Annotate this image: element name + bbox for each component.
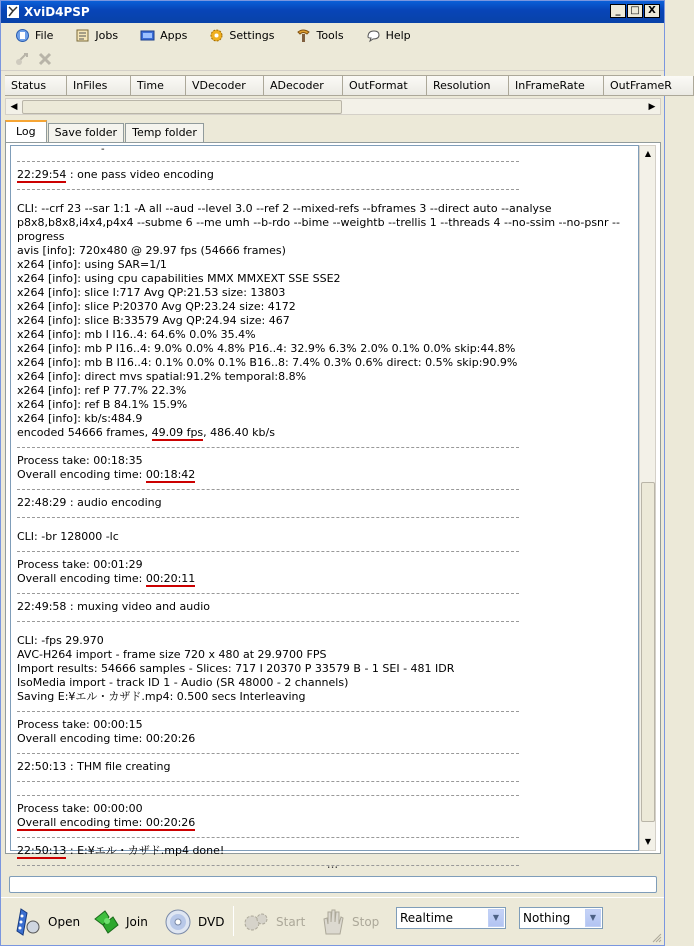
log-text: encoded 54666 frames,: [17, 426, 152, 439]
log-text: x264 [info]: kb/s:484.9: [17, 412, 143, 425]
column-adecoder[interactable]: ADecoder: [264, 76, 343, 96]
panel-splitter[interactable]: ...: [326, 857, 339, 871]
log-highlight: 00:18:42: [145, 468, 196, 481]
dvd-button[interactable]: [163, 904, 224, 940]
close-button[interactable]: X: [644, 4, 660, 18]
log-textbox[interactable]: [10, 144, 639, 857]
jobs-table-header: [5, 75, 672, 95]
log-line: [17, 426, 638, 440]
log-line: [17, 844, 638, 858]
log-highlight: Overall encoding time: 00:20:26: [17, 816, 196, 829]
log-line: [17, 558, 638, 572]
menu-help-label: Help: [385, 28, 411, 42]
log-vertical-scrollbar[interactable]: [639, 145, 656, 851]
log-line: [17, 662, 638, 676]
priority-select[interactable]: [396, 907, 506, 929]
log-text: x264 [info]: mb P I16..4: 9.0% 0.0% 4.8% P16..4: 32.9% 6.3% 2.0% 0.1% 0.0% skip:44.8%: [17, 342, 516, 355]
log-separator: [17, 482, 638, 496]
log-line: [17, 342, 638, 356]
menu-file[interactable]: [1, 25, 61, 45]
toolbar-separator: [233, 906, 234, 936]
log-line: [17, 816, 638, 830]
log-text: Overall encoding time:: [17, 468, 146, 481]
dropdown-arrow-icon[interactable]: ▼: [585, 909, 601, 927]
after-action-select[interactable]: [519, 907, 603, 929]
tab-strip: [5, 120, 205, 142]
log-line: [17, 272, 638, 286]
log-separator: [17, 788, 638, 802]
log-line: [17, 286, 638, 300]
log-text: : one pass video encoding: [66, 168, 214, 181]
minimize-button[interactable]: _: [610, 4, 626, 18]
dvd-button-label: DVD: [198, 915, 225, 929]
log-text: x264 [info]: direct mvs spatial:91.2% temporal:8.8%: [17, 370, 307, 383]
log-line: [17, 370, 638, 384]
vertical-scroll-thumb[interactable]: [641, 482, 655, 822]
menu-apps[interactable]: [126, 25, 195, 45]
menu-settings-label: Settings: [229, 28, 275, 42]
tools-icon: [296, 28, 311, 43]
log-text: 22:48:29 : audio encoding: [17, 496, 162, 509]
log-text: 22:49:58 : muxing video and audio: [17, 600, 211, 613]
log-text: CLI: -fps 29.970: [17, 634, 104, 647]
log-line: [17, 328, 638, 342]
start-gears-icon: [241, 907, 271, 937]
log-line: CLI: --crf 23 --sar 1:1 -A all --aud --level 3.0 --ref 2 --mixed-refs --bframes 3 --direct auto --analyse p8x8,b8x8,i4x4,p4x4 --subme 6 --me umh --b-rdo --bime --weightb --trellis 1 --threads 4 --no-ssim --no-psnr --progress: [17, 202, 620, 243]
menu-settings[interactable]: [195, 25, 282, 45]
log-top-fragment: -: [101, 144, 105, 155]
log-separator: [17, 614, 638, 628]
log-text: x264 [info]: using SAR=1/1: [17, 258, 167, 271]
menu-jobs-label: Jobs: [95, 28, 119, 42]
log-separator: [17, 154, 638, 168]
log-line: [17, 760, 638, 774]
log-text: x264 [info]: ref P 77.7% 22.3%: [17, 384, 187, 397]
open-button-label: Open: [48, 915, 81, 929]
log-line: [17, 384, 638, 398]
log-line: [17, 676, 638, 690]
log-text: x264 [info]: ref B 84.1% 15.9%: [17, 398, 188, 411]
log-separator: [17, 440, 638, 454]
log-highlight: 49.09 fps: [151, 426, 204, 439]
dvd-disc-icon: [163, 907, 193, 937]
stop-button-label: Stop: [352, 915, 380, 929]
log-line: [17, 454, 638, 468]
log-line: [17, 314, 638, 328]
log-text: x264 [info]: slice P:20370 Avg QP:23.24 size: 4172: [17, 300, 296, 313]
log-text: IsoMedia import - track ID 1 - Audio (SR 48000 - 2 channels): [17, 676, 349, 689]
menu-file-label: File: [35, 28, 54, 42]
log-text: x264 [info]: using cpu capabilities MMX MMXEXT SSE SSE2: [17, 272, 341, 285]
log-separator: [17, 510, 638, 524]
log-line: [17, 634, 638, 648]
horizontal-scroll-thumb[interactable]: [22, 100, 342, 114]
title-bar[interactable]: [1, 1, 664, 23]
app-logo-icon: [6, 4, 20, 19]
after-action-select-value: Nothing: [523, 911, 571, 925]
column-inframerate[interactable]: InFrameRate: [509, 76, 604, 96]
log-line: [17, 648, 638, 662]
log-separator: [17, 830, 638, 844]
menu-bar: [1, 24, 664, 46]
log-line: [17, 572, 638, 586]
log-line: [17, 468, 638, 482]
menu-jobs[interactable]: [61, 25, 126, 45]
log-line: [17, 496, 638, 510]
jobs-icon: [75, 28, 90, 43]
log-line: [17, 356, 638, 370]
log-line: [17, 244, 638, 258]
log-text: Overall encoding time: 00:20:26: [17, 732, 196, 745]
column-outframerate[interactable]: OutFrameR: [604, 76, 694, 96]
column-outformat[interactable]: OutFormat: [343, 76, 427, 96]
tab-log[interactable]: Log: [5, 120, 47, 142]
log-separator: [17, 774, 638, 788]
log-separator: [17, 544, 638, 558]
progress-bar: [9, 876, 657, 893]
jobs-horizontal-scrollbar[interactable]: [5, 98, 661, 115]
log-line: [17, 168, 638, 182]
refresh-job-icon[interactable]: [14, 51, 30, 67]
log-text: x264 [info]: slice I:717 Avg QP:21.53 size: 13803: [17, 286, 286, 299]
log-text: Process take: 00:00:15: [17, 718, 143, 731]
column-time[interactable]: Time: [131, 76, 186, 96]
join-button[interactable]: [91, 904, 148, 940]
scroll-right-arrow-icon[interactable]: ▶: [648, 102, 656, 112]
column-infiles[interactable]: InFiles: [67, 76, 131, 96]
log-line: [17, 802, 638, 816]
scroll-down-arrow-icon[interactable]: ▼: [644, 837, 652, 846]
open-button[interactable]: [13, 904, 80, 940]
log-separator: [17, 746, 638, 760]
settings-icon: [209, 28, 224, 43]
dropdown-arrow-icon[interactable]: ▼: [488, 909, 504, 927]
delete-job-icon[interactable]: [37, 51, 53, 67]
start-button-label: Start: [276, 915, 306, 929]
menu-tools-label: Tools: [316, 28, 344, 42]
log-text: : E:¥エル・カザド.mp4 done!: [66, 844, 225, 857]
window-controls: [610, 4, 660, 18]
log-line: [17, 398, 638, 412]
column-resolution[interactable]: Resolution: [427, 76, 509, 96]
log-line: [17, 600, 638, 614]
bottom-toolbar: [1, 897, 664, 945]
priority-select-value: Realtime: [400, 911, 453, 925]
help-icon: [366, 28, 381, 43]
start-button[interactable]: [241, 904, 305, 940]
log-line: [17, 690, 638, 704]
log-highlight: 22:29:54: [17, 168, 67, 181]
log-line: [17, 300, 638, 314]
log-text: Process take: 00:00:00: [17, 802, 143, 815]
join-puzzle-icon: [91, 907, 121, 937]
log-separator: [17, 182, 638, 196]
maximize-button[interactable]: □: [627, 4, 643, 18]
menu-apps-label: Apps: [160, 28, 188, 42]
tab-temp-folder[interactable]: Temp folder: [125, 123, 204, 142]
tab-save-folder[interactable]: Save folder: [48, 123, 124, 142]
join-button-label: Join: [126, 915, 148, 929]
column-vdecoder[interactable]: VDecoder: [186, 76, 264, 96]
log-text: , 486.40 kb/s: [203, 426, 275, 439]
menu-help[interactable]: [352, 25, 419, 45]
log-text: 22:50:13 : THM file creating: [17, 760, 171, 773]
log-highlight: 00:20:11: [145, 572, 196, 585]
log-panel: [5, 142, 661, 857]
file-icon: [15, 28, 30, 43]
log-text: avis [info]: 720x480 @ 29.97 fps (54666 frames): [17, 244, 286, 257]
log-text: x264 [info]: slice B:33579 Avg QP:24.94 size: 467: [17, 314, 290, 327]
resize-grip-icon[interactable]: [652, 933, 662, 943]
log-text: Saving E:¥エル・カザド.mp4: 0.500 secs Interleaving: [17, 690, 306, 703]
menu-tools[interactable]: [282, 25, 351, 45]
log-line: [17, 412, 638, 426]
film-reel-icon: [13, 907, 43, 937]
window-title: XviD4PSP: [24, 5, 90, 19]
log-separator: [17, 704, 638, 718]
log-line: [17, 530, 638, 544]
log-text: x264 [info]: mb I I16..4: 64.6% 0.0% 35.4%: [17, 328, 256, 341]
column-status[interactable]: Status: [5, 76, 67, 96]
stop-button[interactable]: [317, 904, 379, 940]
log-highlight: 22:50:13: [17, 844, 67, 857]
scroll-up-arrow-icon[interactable]: ▲: [644, 149, 652, 158]
log-separator: [17, 586, 638, 600]
log-line: [17, 258, 638, 272]
log-text: AVC-H264 import - frame size 720 x 480 at 29.9700 FPS: [17, 648, 327, 661]
scroll-left-arrow-icon[interactable]: ◀: [10, 102, 18, 112]
apps-icon: [140, 28, 155, 43]
job-toolbar: [1, 47, 664, 71]
log-text: CLI: -br 128000 -lc: [17, 530, 119, 543]
log-content: [11, 146, 638, 872]
log-line: [17, 732, 638, 746]
log-text: Import results: 54666 samples - Slices: 717 I 20370 P 33579 B - 1 SEI - 481 IDR: [17, 662, 455, 675]
log-text: x264 [info]: mb B I16..4: 0.1% 0.0% 0.1% B16..8: 7.4% 0.3% 0.6% direct: 0.5% skip:90.9%: [17, 356, 518, 369]
log-text: Process take: 00:18:35: [17, 454, 143, 467]
log-text: Overall encoding time:: [17, 572, 146, 585]
log-line: [17, 718, 638, 732]
log-text: Process take: 00:01:29: [17, 558, 143, 571]
stop-hand-icon: [317, 907, 347, 937]
